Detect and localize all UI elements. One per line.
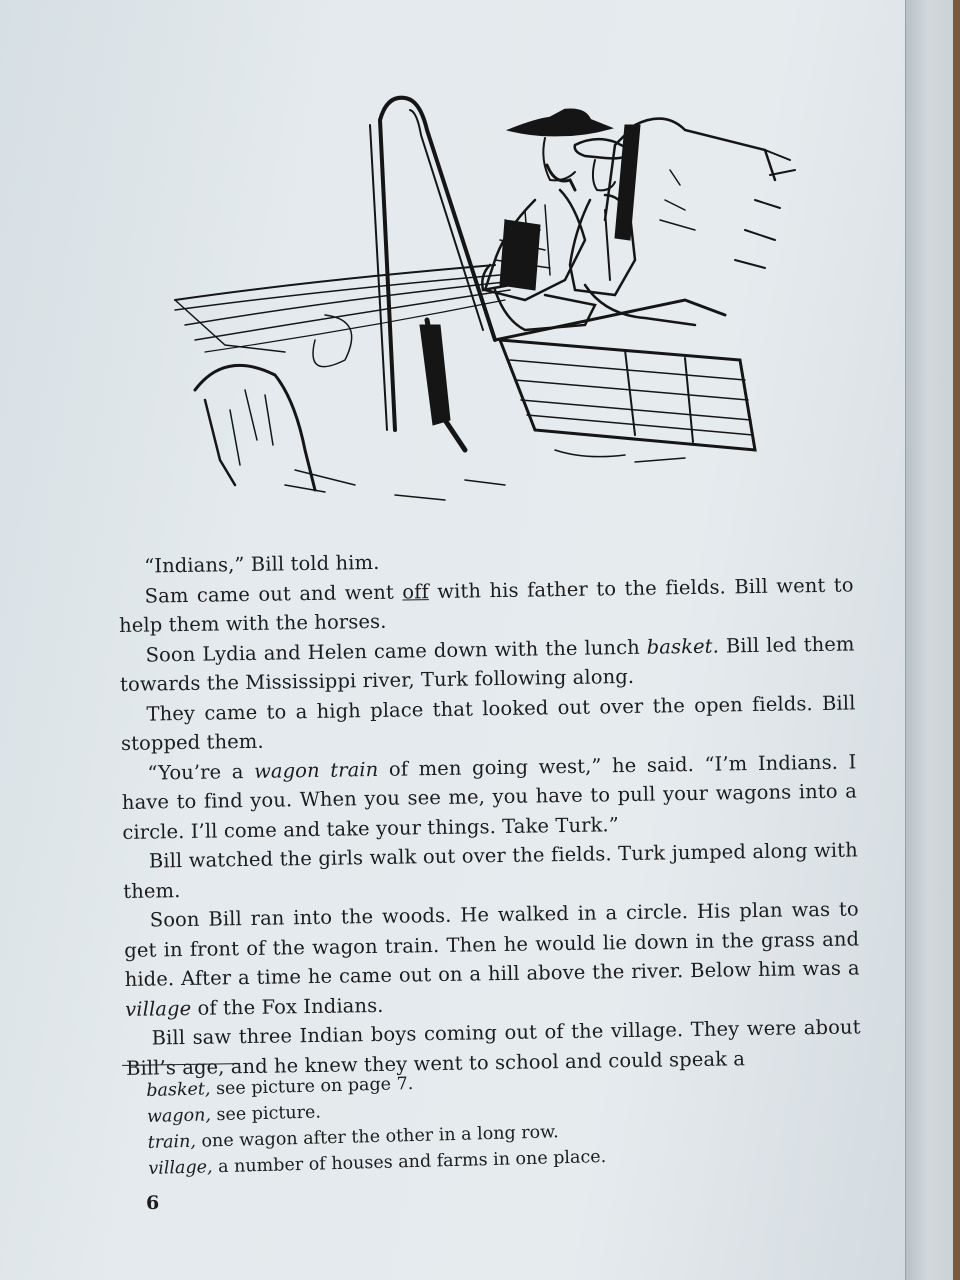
text-run: of men going west,” he said. “I’m Indians. I have to find you. When you see me, you have to pull your wagons into a circle. I’ll come and take your things. Take Turk.” bbox=[121, 749, 858, 844]
footnote-term: wagon, bbox=[146, 1105, 212, 1127]
text-run: Soon Lydia and Helen came down with the lunch bbox=[145, 635, 647, 667]
text-run: Bill watched the girls walk out over the fields. Turk jumped along with them. bbox=[123, 838, 858, 903]
glossary-term: basket. bbox=[646, 634, 720, 659]
footnote-definition: one wagon after the other in a long row. bbox=[195, 1122, 559, 1152]
text-run: Sam came out and went bbox=[144, 580, 403, 608]
paragraph bbox=[124, 894, 861, 1024]
footnote-definition: see picture on page 7. bbox=[210, 1074, 414, 1100]
footnote-definition: see picture. bbox=[210, 1102, 322, 1126]
story-text bbox=[118, 540, 861, 1082]
footnote-term: basket, bbox=[146, 1079, 211, 1101]
next-page-edge bbox=[905, 0, 960, 1280]
footnote-definition: a number of houses and farms in one place. bbox=[212, 1146, 607, 1178]
text-run: Bill saw three Indian boys coming out of the village. They were about Bill’s age, and he knew they went to school and could speak a bbox=[125, 1015, 861, 1080]
glossary-term: village bbox=[124, 996, 192, 1021]
text-run: Soon Bill ran into the woods. He walked in a circle. His plan was to get in front of the wagon train. Then he would lie down in the grass and hide. After a time he came out on a hill above the river. Below him was a bbox=[124, 897, 860, 991]
text-run: They came to a high place that looked out over the open fields. Bill stopped them. bbox=[120, 690, 856, 755]
book-cover-edge bbox=[953, 0, 960, 1280]
text-run: Bill led them towards the Mississippi river, Turk following along. bbox=[119, 631, 855, 696]
text-run: with his father to the fields. Bill went to help them with the horses. bbox=[118, 572, 854, 637]
text-run: of the Fox Indians. bbox=[191, 993, 384, 1020]
glossary-term: wagon train bbox=[253, 757, 379, 783]
text-run: “You’re a bbox=[147, 759, 255, 785]
page-number: 6 bbox=[146, 1192, 160, 1214]
footnotes bbox=[146, 1062, 769, 1182]
footnote-term: train, bbox=[147, 1131, 197, 1153]
paragraph bbox=[121, 747, 857, 847]
text-run: “Indians,” Bill told him. bbox=[144, 550, 380, 578]
underlined-word: off bbox=[402, 579, 429, 604]
footnote-term: village, bbox=[148, 1157, 213, 1179]
wagon-illustration bbox=[165, 90, 805, 510]
